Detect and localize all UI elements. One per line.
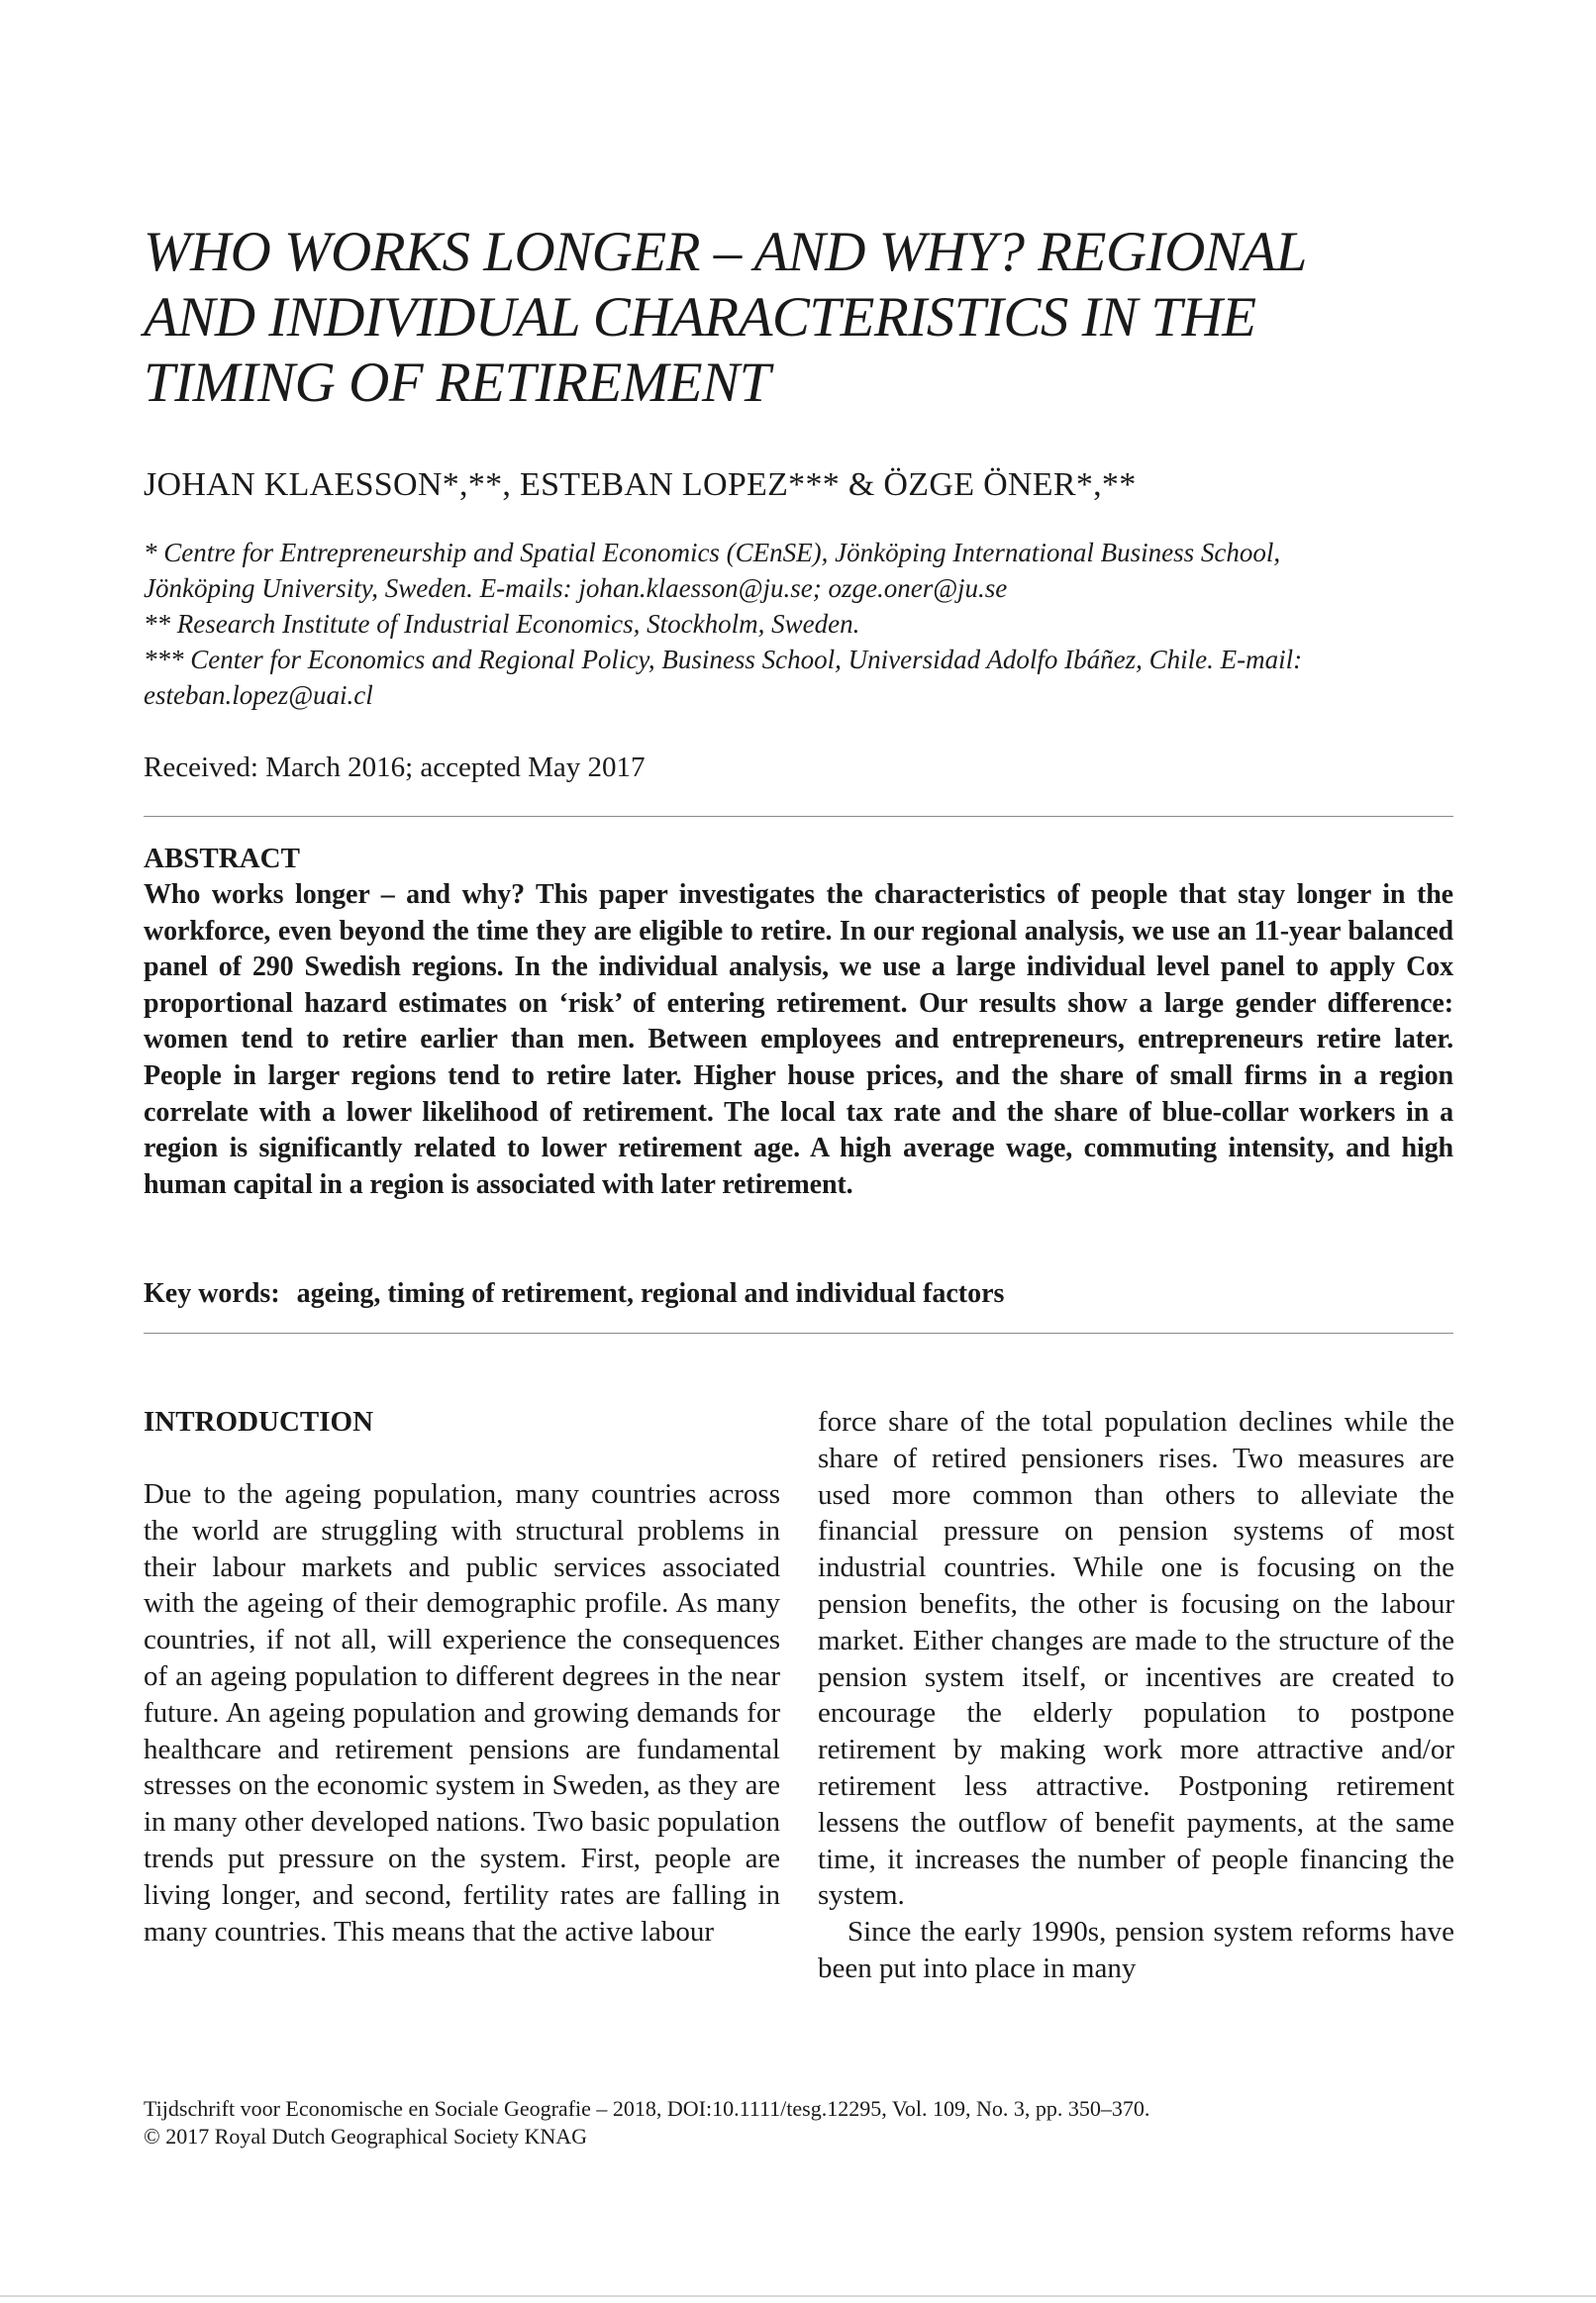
right-column: [818, 1404, 1454, 1987]
page-bottom-edge: [0, 2295, 1596, 2297]
received-dates: Received: March 2016; accepted May 2017: [144, 751, 646, 783]
title-line: AND INDIVIDUAL CHARACTERISTICS IN THE: [144, 286, 1256, 349]
body-paragraph: force share of the total population declines while the share of retired pensioners rises. Two measures are used more common than others to alleviate the financial pressure on pension systems of most industrial countries. While one is focusing on the pension benefits, the other is focusing on the labour market. Either changes are made to the structure of the pension system itself, or incentives are created to encourage the elderly population to postpone retirement by making work more attractive and/or retirement less attractive. Postponing retirement lessens the outflow of benefit payments, at the same time, it increases the number of people financing the system.: [818, 1406, 1454, 1912]
keywords-label: Key words:: [144, 1278, 280, 1309]
body-paragraph: Since the early 1990s, pension system reforms have been put into place in many: [818, 1916, 1454, 1984]
abstract-text: Who works longer – and why? This paper investigates the characteristics of people that stay longer in the workforce, even beyond the time they are eligible to retire. In our regional analysis, we use an 11-year balanced panel of 290 Swedish regions. In the individual analysis, we use a large individual level panel to apply Cox proportional hazard estimates on ‘risk’ of entering retirement. Our results show a large gender difference: women tend to retire earlier than men. Between employees and entrepreneurs, entrepreneurs retire later. People in larger regions tend to retire later. Higher house prices, and the share of small firms in a region correlate with a lower likelihood of retirement. The local tax rate and the share of blue-collar workers in a region is significantly related to lower retirement age. A high average wage, commuting intensity, and high human capital in a region is associated with later retirement.: [144, 879, 1453, 1200]
body-paragraph: Due to the ageing population, many countries across the world are struggling with structural problems in their labour markets and public services associated with the ageing of their demographic profile. As many countries, if not all, will experience the consequences of an ageing population to different degrees in the near future. An ageing population and growing demands for healthcare and retirement pensions are fundamental stresses on the economic system in Sweden, as they are in many other developed nations. Two basic population trends put pressure on the system. First, people are living longer, and second, fertility rates are falling in many countries. This means that the active labour: [144, 1478, 780, 1948]
title-line: WHO WORKS LONGER – AND WHY? REGIONAL: [144, 221, 1307, 283]
section-heading-introduction: INTRODUCTION: [144, 1406, 374, 1438]
title-line: TIMING OF RETIREMENT: [144, 351, 770, 414]
abstract-heading: ABSTRACT: [144, 843, 300, 874]
journal-footer: [144, 2095, 1460, 2151]
article-title: [144, 220, 1460, 416]
affiliation-line: esteban.lopez@uai.cl: [144, 680, 373, 710]
author-list: JOHAN KLAESSON*,**, ESTEBAN LOPEZ*** & ÖZGE ÖNER*,**: [144, 466, 1137, 503]
left-column: [144, 1404, 780, 1950]
keywords: [144, 1276, 1453, 1312]
divider-top: [144, 816, 1453, 817]
affiliation-line: *** Center for Economics and Regional Policy, Business School, Universidad Adolfo Ibáñez, Chile. E-mail:: [144, 645, 1303, 674]
keywords-text: ageing, timing of retirement, regional and individual factors: [296, 1278, 1005, 1309]
citation-line: Tijdschrift voor Economische en Sociale Geografie – 2018, DOI:10.1111/tesg.12295, Vol. 109, No. 3, pp. 350–370.: [144, 2096, 1150, 2121]
affiliation-line: * Centre for Entrepreneurship and Spatial Economics (CEnSE), Jönköping International Business School,: [144, 538, 1281, 567]
divider-bottom: [144, 1333, 1453, 1334]
copyright-line: © 2017 Royal Dutch Geographical Society KNAG: [144, 2124, 588, 2149]
affiliation-line: ** Research Institute of Industrial Economics, Stockholm, Sweden.: [144, 609, 860, 639]
affiliations: [144, 535, 1460, 713]
affiliation-line: Jönköping University, Sweden. E-mails: johan.klaesson@ju.se; ozge.oner@ju.se: [144, 573, 1008, 603]
